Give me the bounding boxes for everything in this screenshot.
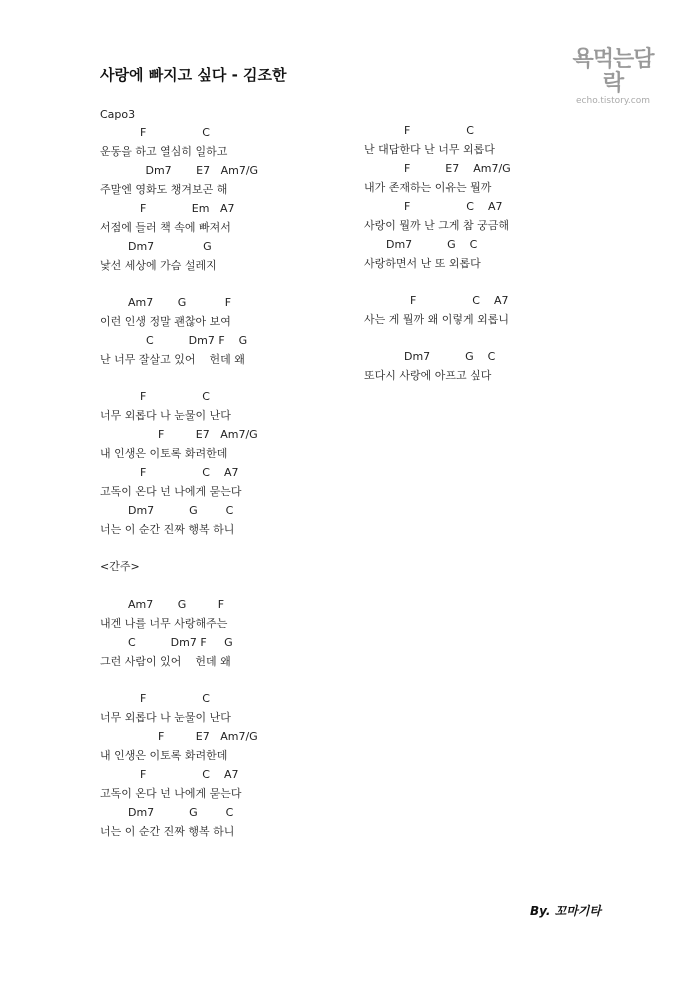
lyric-line: 또다시 사랑에 아프고 싶다	[364, 369, 492, 382]
lyric-line: 너는 이 순간 진짜 행복 하니	[100, 825, 235, 838]
chord-line: F E7 Am7/G	[158, 428, 258, 441]
lyric-line: 사는 게 뭘까 왜 이렇게 외롭니	[364, 313, 509, 326]
lyric-line: 난 대답한다 난 너무 외롭다	[364, 143, 495, 156]
capo-label: Capo3	[100, 108, 136, 121]
chord-line: C Dm7 F G	[146, 334, 248, 347]
chord-line: F C A7	[410, 294, 509, 307]
lyric-line: 너무 외롭다 나 눈물이 난다	[100, 711, 231, 724]
chord-line: Dm7 G C	[128, 806, 234, 819]
chord-line: Dm7 E7 Am7/G	[128, 164, 259, 177]
chord-line: Dm7 G C	[128, 504, 234, 517]
chord-line: Dm7 G	[128, 240, 212, 253]
lyric-line: 그런 사람이 있어 헌데 왜	[100, 655, 231, 668]
lyric-line: 낯선 세상에 가슴 설레지	[100, 259, 217, 272]
lyric-line: 내 인생은 이토록 화려한데	[100, 749, 228, 762]
watermark-main: 욕먹는담락	[572, 47, 654, 96]
chord-line: F C A7	[140, 768, 239, 781]
lyric-line: 고독이 온다 넌 나에게 묻는다	[100, 787, 242, 800]
lyric-line: 사랑하면서 난 또 외롭다	[364, 257, 481, 270]
chord-line: F E7 Am7/G	[158, 730, 258, 743]
lyric-line: 내가 존재하는 이유는 뭘까	[364, 181, 492, 194]
chord-line: C Dm7 F G	[128, 636, 233, 649]
interlude-label: <간주>	[100, 560, 140, 573]
chord-line: Am7 G F	[128, 296, 232, 309]
author-signature: By. 꼬마기타	[530, 904, 601, 918]
chord-line: F C	[404, 124, 474, 137]
chord-line: Dm7 G C	[386, 238, 478, 251]
lyric-line: 이런 인생 정말 괜찮아 보여	[100, 315, 231, 328]
lyric-line: 사랑이 뭘까 난 그게 참 궁금해	[364, 219, 509, 232]
lyric-line: 내 인생은 이토록 화려한데	[100, 447, 228, 460]
chord-line: F Em A7	[140, 202, 235, 215]
lyric-line: 내겐 나를 너무 사랑해주는	[100, 617, 228, 630]
lyric-line: 주말엔 영화도 챙겨보곤 해	[100, 183, 228, 196]
page-title: 사랑에 빠지고 싶다 - 김조한	[100, 66, 287, 84]
lyric-line: 고독이 온다 넌 나에게 묻는다	[100, 485, 242, 498]
lyric-line: 난 너무 잘살고 있어 헌데 왜	[100, 353, 245, 366]
chord-line: F C A7	[404, 200, 503, 213]
lyric-line: 너무 외롭다 나 눈물이 난다	[100, 409, 231, 422]
chord-line: F C	[140, 692, 210, 705]
watermark-url: echo.tistory.com	[576, 96, 650, 106]
chord-line: F E7 Am7/G	[404, 162, 511, 175]
chord-line: Dm7 G C	[404, 350, 496, 363]
chord-line: F C	[140, 390, 210, 403]
chord-line: Am7 G F	[128, 598, 225, 611]
lyric-line: 서점에 들러 책 속에 빠져서	[100, 221, 231, 234]
lyric-line: 운동을 하고 열심히 일하고	[100, 145, 228, 158]
chord-line: F C A7	[140, 466, 239, 479]
lyric-line: 너는 이 순간 진짜 행복 하니	[100, 523, 235, 536]
chord-line: F C	[140, 126, 210, 139]
